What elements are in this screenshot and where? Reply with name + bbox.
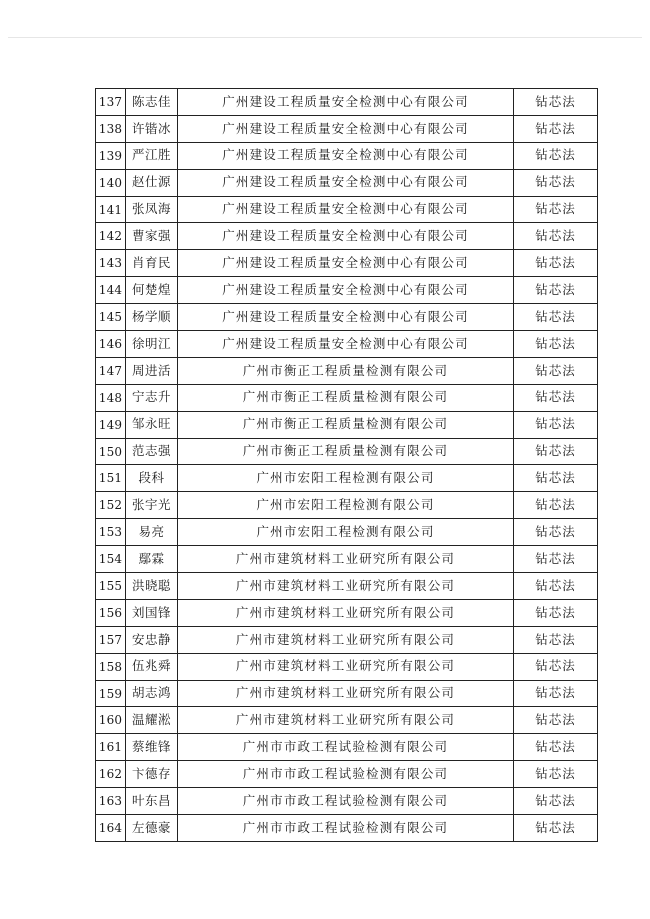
- person-name-cell: 胡志鸿: [126, 680, 178, 707]
- row-number-cell: 147: [96, 357, 126, 384]
- table-row: [96, 277, 598, 304]
- row-number-cell: 162: [96, 761, 126, 788]
- test-method-cell: 钻芯法: [514, 223, 598, 250]
- test-method-cell: 钻芯法: [514, 707, 598, 734]
- test-method-cell: 钻芯法: [514, 492, 598, 519]
- row-number-cell: 149: [96, 411, 126, 438]
- company-name-cell: 广州市建筑材料工业研究所有限公司: [178, 546, 514, 573]
- row-number-cell: 155: [96, 573, 126, 600]
- person-name-cell: 邹永旺: [126, 411, 178, 438]
- person-name-cell: 安忠静: [126, 626, 178, 653]
- row-number-cell: 158: [96, 653, 126, 680]
- test-method-cell: 钻芯法: [514, 250, 598, 277]
- company-name-cell: 广州建设工程质量安全检测中心有限公司: [178, 115, 514, 142]
- company-name-cell: 广州市建筑材料工业研究所有限公司: [178, 599, 514, 626]
- table-row: [96, 438, 598, 465]
- company-name-cell: 广州市建筑材料工业研究所有限公司: [178, 707, 514, 734]
- scan-artifact-line: [8, 37, 642, 38]
- person-name-cell: 赵仕源: [126, 169, 178, 196]
- table-row: [96, 707, 598, 734]
- person-name-cell: 叶东昌: [126, 788, 178, 815]
- company-name-cell: 广州市建筑材料工业研究所有限公司: [178, 626, 514, 653]
- table-row: [96, 223, 598, 250]
- row-number-cell: 143: [96, 250, 126, 277]
- company-name-cell: 广州建设工程质量安全检测中心有限公司: [178, 277, 514, 304]
- company-name-cell: 广州建设工程质量安全检测中心有限公司: [178, 196, 514, 223]
- test-method-cell: 钻芯法: [514, 761, 598, 788]
- table-row: [96, 546, 598, 573]
- company-name-cell: 广州市建筑材料工业研究所有限公司: [178, 573, 514, 600]
- company-name-cell: 广州市衡正工程质量检测有限公司: [178, 438, 514, 465]
- test-method-cell: 钻芯法: [514, 89, 598, 116]
- table-row: [96, 519, 598, 546]
- person-name-cell: 段科: [126, 465, 178, 492]
- test-method-cell: 钻芯法: [514, 680, 598, 707]
- person-name-cell: 范志强: [126, 438, 178, 465]
- company-name-cell: 广州建设工程质量安全检测中心有限公司: [178, 331, 514, 358]
- company-name-cell: 广州市衡正工程质量检测有限公司: [178, 357, 514, 384]
- table-row: [96, 304, 598, 331]
- table-row: [96, 250, 598, 277]
- row-number-cell: 159: [96, 680, 126, 707]
- test-method-cell: 钻芯法: [514, 599, 598, 626]
- person-name-cell: 洪晓聪: [126, 573, 178, 600]
- row-number-cell: 164: [96, 815, 126, 842]
- test-method-cell: 钻芯法: [514, 304, 598, 331]
- row-number-cell: 157: [96, 626, 126, 653]
- test-method-cell: 钻芯法: [514, 546, 598, 573]
- person-name-cell: 张凤海: [126, 196, 178, 223]
- table-row: [96, 89, 598, 116]
- personnel-table-body: [96, 89, 598, 842]
- table-row: [96, 411, 598, 438]
- test-method-cell: 钻芯法: [514, 196, 598, 223]
- test-method-cell: 钻芯法: [514, 626, 598, 653]
- row-number-cell: 151: [96, 465, 126, 492]
- table-row: [96, 734, 598, 761]
- row-number-cell: 161: [96, 734, 126, 761]
- table-row: [96, 142, 598, 169]
- person-name-cell: 陈志佳: [126, 89, 178, 116]
- row-number-cell: 156: [96, 599, 126, 626]
- table-row: [96, 680, 598, 707]
- table-row: [96, 815, 598, 842]
- person-name-cell: 何楚煌: [126, 277, 178, 304]
- table-row: [96, 573, 598, 600]
- test-method-cell: 钻芯法: [514, 384, 598, 411]
- table-row: [96, 465, 598, 492]
- test-method-cell: 钻芯法: [514, 142, 598, 169]
- row-number-cell: 153: [96, 519, 126, 546]
- row-number-cell: 144: [96, 277, 126, 304]
- personnel-table: [95, 88, 598, 842]
- company-name-cell: 广州市衡正工程质量检测有限公司: [178, 411, 514, 438]
- company-name-cell: 广州市市政工程试验检测有限公司: [178, 734, 514, 761]
- person-name-cell: 温耀淞: [126, 707, 178, 734]
- company-name-cell: 广州市衡正工程质量检测有限公司: [178, 384, 514, 411]
- table-row: [96, 492, 598, 519]
- person-name-cell: 鄢霖: [126, 546, 178, 573]
- test-method-cell: 钻芯法: [514, 788, 598, 815]
- table-row: [96, 384, 598, 411]
- table-row: [96, 626, 598, 653]
- company-name-cell: 广州市建筑材料工业研究所有限公司: [178, 680, 514, 707]
- table-row: [96, 357, 598, 384]
- test-method-cell: 钻芯法: [514, 169, 598, 196]
- test-method-cell: 钻芯法: [514, 519, 598, 546]
- row-number-cell: 163: [96, 788, 126, 815]
- person-name-cell: 左德豪: [126, 815, 178, 842]
- person-name-cell: 易亮: [126, 519, 178, 546]
- row-number-cell: 148: [96, 384, 126, 411]
- person-name-cell: 徐明江: [126, 331, 178, 358]
- person-name-cell: 肖育民: [126, 250, 178, 277]
- table-row: [96, 169, 598, 196]
- test-method-cell: 钻芯法: [514, 438, 598, 465]
- person-name-cell: 严江胜: [126, 142, 178, 169]
- person-name-cell: 周进活: [126, 357, 178, 384]
- person-name-cell: 杨学顺: [126, 304, 178, 331]
- company-name-cell: 广州市宏阳工程检测有限公司: [178, 519, 514, 546]
- company-name-cell: 广州市宏阳工程检测有限公司: [178, 465, 514, 492]
- row-number-cell: 137: [96, 89, 126, 116]
- table-row: [96, 788, 598, 815]
- person-name-cell: 张宇光: [126, 492, 178, 519]
- row-number-cell: 139: [96, 142, 126, 169]
- test-method-cell: 钻芯法: [514, 357, 598, 384]
- row-number-cell: 145: [96, 304, 126, 331]
- test-method-cell: 钻芯法: [514, 277, 598, 304]
- company-name-cell: 广州建设工程质量安全检测中心有限公司: [178, 250, 514, 277]
- company-name-cell: 广州市市政工程试验检测有限公司: [178, 815, 514, 842]
- person-name-cell: 宁志升: [126, 384, 178, 411]
- row-number-cell: 160: [96, 707, 126, 734]
- person-name-cell: 刘国锋: [126, 599, 178, 626]
- test-method-cell: 钻芯法: [514, 573, 598, 600]
- test-method-cell: 钻芯法: [514, 115, 598, 142]
- person-name-cell: 许锴冰: [126, 115, 178, 142]
- test-method-cell: 钻芯法: [514, 815, 598, 842]
- test-method-cell: 钻芯法: [514, 411, 598, 438]
- row-number-cell: 138: [96, 115, 126, 142]
- table-row: [96, 196, 598, 223]
- person-name-cell: 卞德存: [126, 761, 178, 788]
- row-number-cell: 142: [96, 223, 126, 250]
- company-name-cell: 广州建设工程质量安全检测中心有限公司: [178, 142, 514, 169]
- person-name-cell: 伍兆舜: [126, 653, 178, 680]
- table-row: [96, 599, 598, 626]
- test-method-cell: 钻芯法: [514, 331, 598, 358]
- row-number-cell: 150: [96, 438, 126, 465]
- row-number-cell: 154: [96, 546, 126, 573]
- person-name-cell: 曹家强: [126, 223, 178, 250]
- company-name-cell: 广州建设工程质量安全检测中心有限公司: [178, 304, 514, 331]
- company-name-cell: 广州市宏阳工程检测有限公司: [178, 492, 514, 519]
- row-number-cell: 140: [96, 169, 126, 196]
- company-name-cell: 广州市市政工程试验检测有限公司: [178, 761, 514, 788]
- table-row: [96, 331, 598, 358]
- company-name-cell: 广州建设工程质量安全检测中心有限公司: [178, 169, 514, 196]
- row-number-cell: 141: [96, 196, 126, 223]
- table-row: [96, 761, 598, 788]
- row-number-cell: 152: [96, 492, 126, 519]
- table-row: [96, 653, 598, 680]
- table-row: [96, 115, 598, 142]
- test-method-cell: 钻芯法: [514, 734, 598, 761]
- company-name-cell: 广州建设工程质量安全检测中心有限公司: [178, 223, 514, 250]
- person-name-cell: 蔡维锋: [126, 734, 178, 761]
- company-name-cell: 广州市市政工程试验检测有限公司: [178, 788, 514, 815]
- row-number-cell: 146: [96, 331, 126, 358]
- company-name-cell: 广州建设工程质量安全检测中心有限公司: [178, 89, 514, 116]
- test-method-cell: 钻芯法: [514, 653, 598, 680]
- company-name-cell: 广州市建筑材料工业研究所有限公司: [178, 653, 514, 680]
- test-method-cell: 钻芯法: [514, 465, 598, 492]
